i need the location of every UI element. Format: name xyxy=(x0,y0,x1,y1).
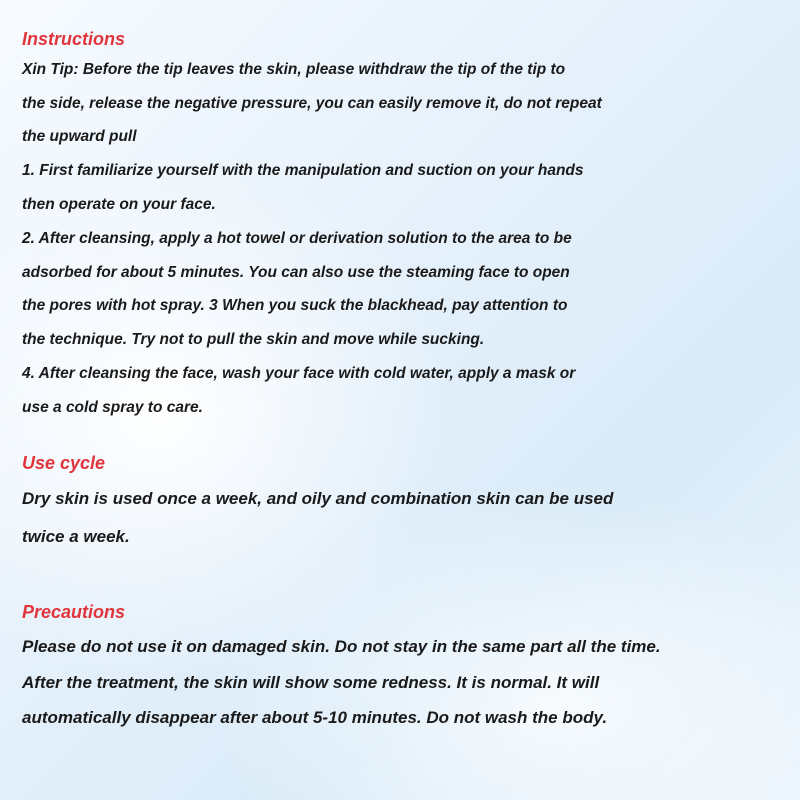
instructions-line: use a cold spray to care. xyxy=(22,399,203,416)
precautions-heading: Precautions xyxy=(22,602,126,622)
instructions-line: 4. After cleansing the face, wash your face with cold water, apply a mask or xyxy=(22,365,576,382)
instructions-line: then operate on your face. xyxy=(22,196,216,213)
instructions-line: the technique. Try not to pull the skin and move while sucking. xyxy=(22,331,485,348)
instructions-line: adsorbed for about 5 minutes. You can also use the steaming face to open xyxy=(22,264,570,281)
instructions-line: 1. First familiarize yourself with the manipulation and suction on your hands xyxy=(22,162,584,179)
precautions-line: After the treatment, the skin will show some redness. It is normal. It will xyxy=(22,673,600,692)
instructions-line: the upward pull xyxy=(22,128,137,145)
instructions-line: 2. After cleansing, apply a hot towel or derivation solution to the area to be xyxy=(22,230,572,247)
instructions-line: the pores with hot spray. 3 When you suck the blackhead, pay attention to xyxy=(22,297,568,314)
use-cycle-line: Dry skin is used once a week, and oily and combination skin can be used xyxy=(22,489,614,508)
precautions-line: automatically disappear after about 5-10 minutes. Do not wash the body. xyxy=(22,708,608,727)
use-cycle-heading: Use cycle xyxy=(22,453,106,473)
instructions-line: the side, release the negative pressure, you can easily remove it, do not repeat xyxy=(22,95,602,112)
use-cycle-line: twice a week. xyxy=(22,527,130,546)
precautions-line: Please do not use it on damaged skin. Do not stay in the same part all the time. xyxy=(22,637,661,656)
instructions-line: Xin Tip: Before the tip leaves the skin, please withdraw the tip of the tip to xyxy=(22,61,566,78)
instructions-heading: Instructions xyxy=(22,29,126,49)
